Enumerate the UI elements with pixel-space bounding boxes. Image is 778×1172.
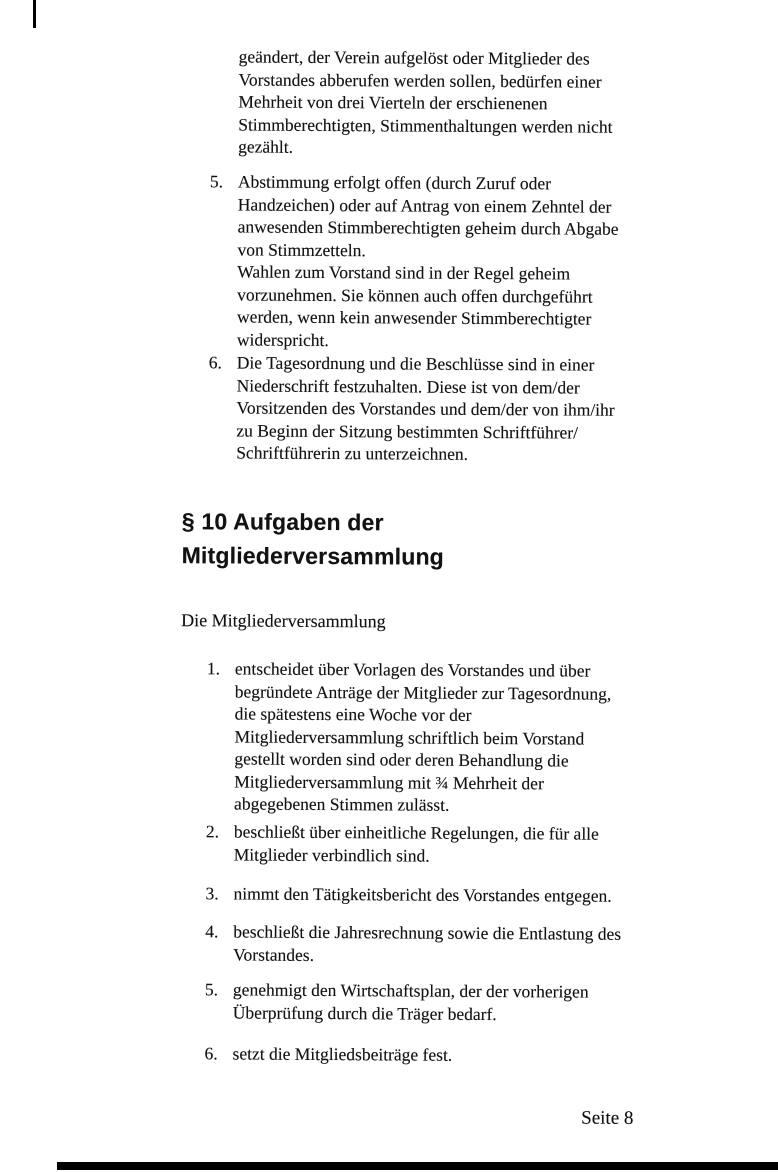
item-text: beschließt die Jahresrechnung sowie die Entlastung des Vorstandes. (233, 921, 622, 965)
item-text: setzt die Mitgliedsbeiträge fest. (232, 1043, 453, 1065)
list-item (205, 978, 675, 1026)
item-number: 5. (209, 171, 224, 192)
page-number: Seite 8 (581, 1107, 634, 1129)
item-number: 5. (204, 979, 219, 1000)
item-number: 3. (205, 883, 219, 904)
item-number: 6. (204, 1043, 218, 1064)
list-item (206, 657, 677, 817)
list-item (209, 170, 680, 353)
item-text: entscheidet über Vorlagen des Vorstandes und über begründete Anträge der Mitglieder zur Tagesordnung, die spätestens eine Woche vor der Mitgliederversammlung schriftlich beim Vorstand gestellt worden sind oder deren Behandlung die Mitgliederversammlung mit ¾ Mehrheit der abgegebenen Stimmen zulässt. (234, 658, 612, 815)
list-item (205, 920, 675, 968)
item-number: 2. (205, 821, 220, 842)
continuation-paragraph: geändert, der Verein aufgelöst oder Mitglieder des Vorstandes abberufen werden sollen, bedürfen einer Mehrheit von drei Vierteln der erschienenen Stimmberechtigten, Stimmenthaltungen werden nicht gezählt. (238, 46, 613, 157)
section-heading: § 10 Aufgaben der Mitgliederversammlung (181, 508, 445, 570)
item-number: 4. (205, 921, 219, 942)
item-text: genehmigt den Wirtschaftsplan, der der vorherigen Überprüfung durch die Träger bedarf. (232, 979, 589, 1024)
list-item (206, 820, 676, 868)
scan-artifact-bottom-bar (57, 1162, 778, 1170)
item-text: beschließt über einheitliche Regelungen, die für alle Mitglieder verbindlich sind. (233, 821, 599, 866)
item-text: nimmt den Tätigkeitsbericht des Vorstandes entgegen. (233, 883, 612, 906)
scan-artifact-top-left (33, 0, 36, 28)
item-text: Die Tagesordnung und die Beschlüsse sind in einer Niederschrift festzuhalten. Diese ist von dem/der Vorsitzenden des Vorstandes und dem/der von ihm/ihr zu Beginn der Sitzung bestimmten Schriftführer/ Schriftführerin zu unterzeichnen. (236, 352, 615, 464)
list-item (205, 882, 675, 907)
item-number: 1. (206, 658, 221, 679)
list-item (208, 351, 679, 466)
item-text: Abstimmung erfolgt offen (durch Zuruf oder Handzeichen) oder auf Antrag von einem Zehntel der anwesenden Stimmberechtigten geheim durch Abgabe von Stimmzetteln. Wahlen zum Vorstand sind in der Regel geheim vorzunehmen. Sie können auch offen durchgeführt werden, wenn kein anwesender Stimmberechtigter widerspricht. (236, 171, 619, 350)
intro-line: Die Mitgliederversammlung (181, 610, 386, 632)
item-number: 6. (208, 352, 222, 373)
list-item (204, 1042, 674, 1067)
